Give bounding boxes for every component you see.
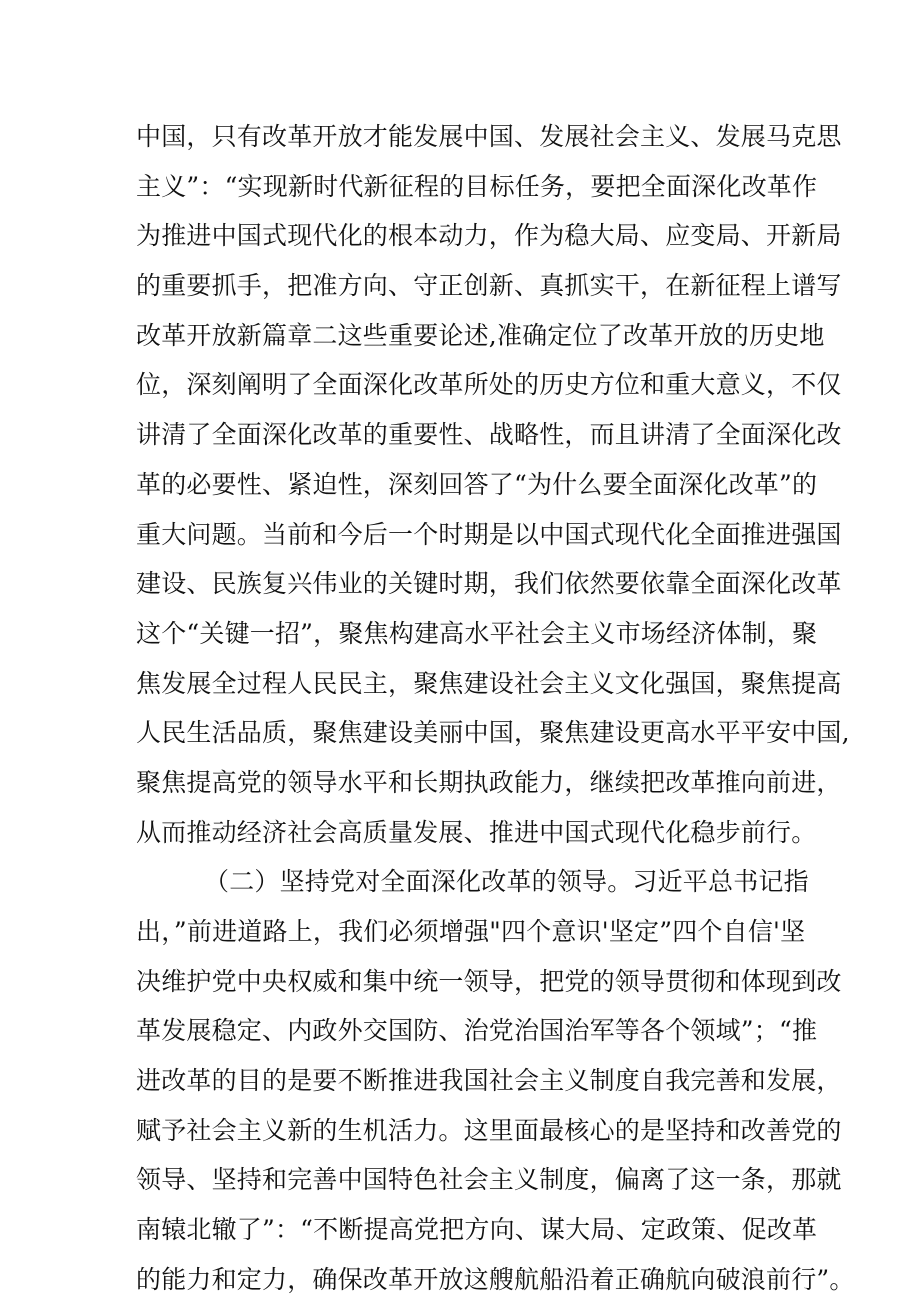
text-line: 讲清了全面深化改革的重要性、战略性，而且讲清了全面深化改 [136,420,842,450]
text-line: 改革开放新篇章二这些重要论述,准确定位了改革开放的历史地 [136,320,825,350]
text-line: 南辕北辙了”：“不断提高党把方向、谋大局、定政策、促改革 [136,1215,818,1245]
text-line: 决维护党中央权威和集中统一领导，把党的领导贯彻和体现到改 [136,966,842,996]
text-line: 这个“关键一招”，聚焦构建高水平社会主义市场经济体制，聚 [136,618,818,648]
text-line: 革发展稳定、内政外交国防、治党治国治军等各个领域”；“推 [136,1016,818,1046]
text-line: 建设、民族复兴伟业的关键时期，我们依然要依靠全面深化改革 [136,569,842,599]
text-line: 焦发展全过程人民民主，聚焦建设社会主义文化强国，聚焦提高 [136,668,842,698]
text-line: 主义”：“实现新时代新征程的目标任务，要把全面深化改革作 [136,171,818,201]
text-line: 赋予社会主义新的生机活力。这里面最核心的是坚持和改善党的 [136,1115,842,1145]
text-line: 中国，只有改革开放才能发展中国、发展社会主义、发展马克思 [136,122,842,151]
text-line: 革的必要性、紧迫性，深刻回答了“为什么要全面深化改革”的 [136,469,818,499]
text-line: 位，深刻阐明了全面深化改革所处的历史方位和重大意义，不仅 [136,370,842,400]
text-line: 聚焦提高党的领导水平和长期执政能力，继续把改革推向前进， [136,767,842,797]
text-line: 为推进中国式现代化的根本动力，作为稳大局、应变局、开新局 [136,221,842,251]
text-line: 的能力和定力，确保改革开放这艘航船沿着正确航向破浪前行”。 [136,1264,855,1294]
text-line: 人民生活品质，聚焦建设美丽中国，聚焦建设更高水平平安中国, [136,718,850,748]
section-heading-line: （二）坚持党对全面深化改革的领导。习近平总书记指 [204,867,809,897]
text-line: 重大问题。当前和今后一个时期是以中国式现代化全面推进强国 [136,519,842,549]
text-line: 的重要抓手，把准方向、守正创新、真抓实干，在新征程上谱写 [136,271,842,301]
text-line: 出，”前进道路上，我们必须增强"四个意识'坚定”四个自信'坚 [136,917,806,946]
text-line: 从而推动经济社会高质量发展、推进中国式现代化稳步前行。 [136,817,817,847]
text-line: 领导、坚持和完善中国特色社会主义制度，偏离了这一条，那就 [136,1165,842,1195]
text-line: 进改革的目的是要不断推进我国社会主义制度自我完善和发展， [136,1066,842,1096]
body-text [136,112,855,1305]
